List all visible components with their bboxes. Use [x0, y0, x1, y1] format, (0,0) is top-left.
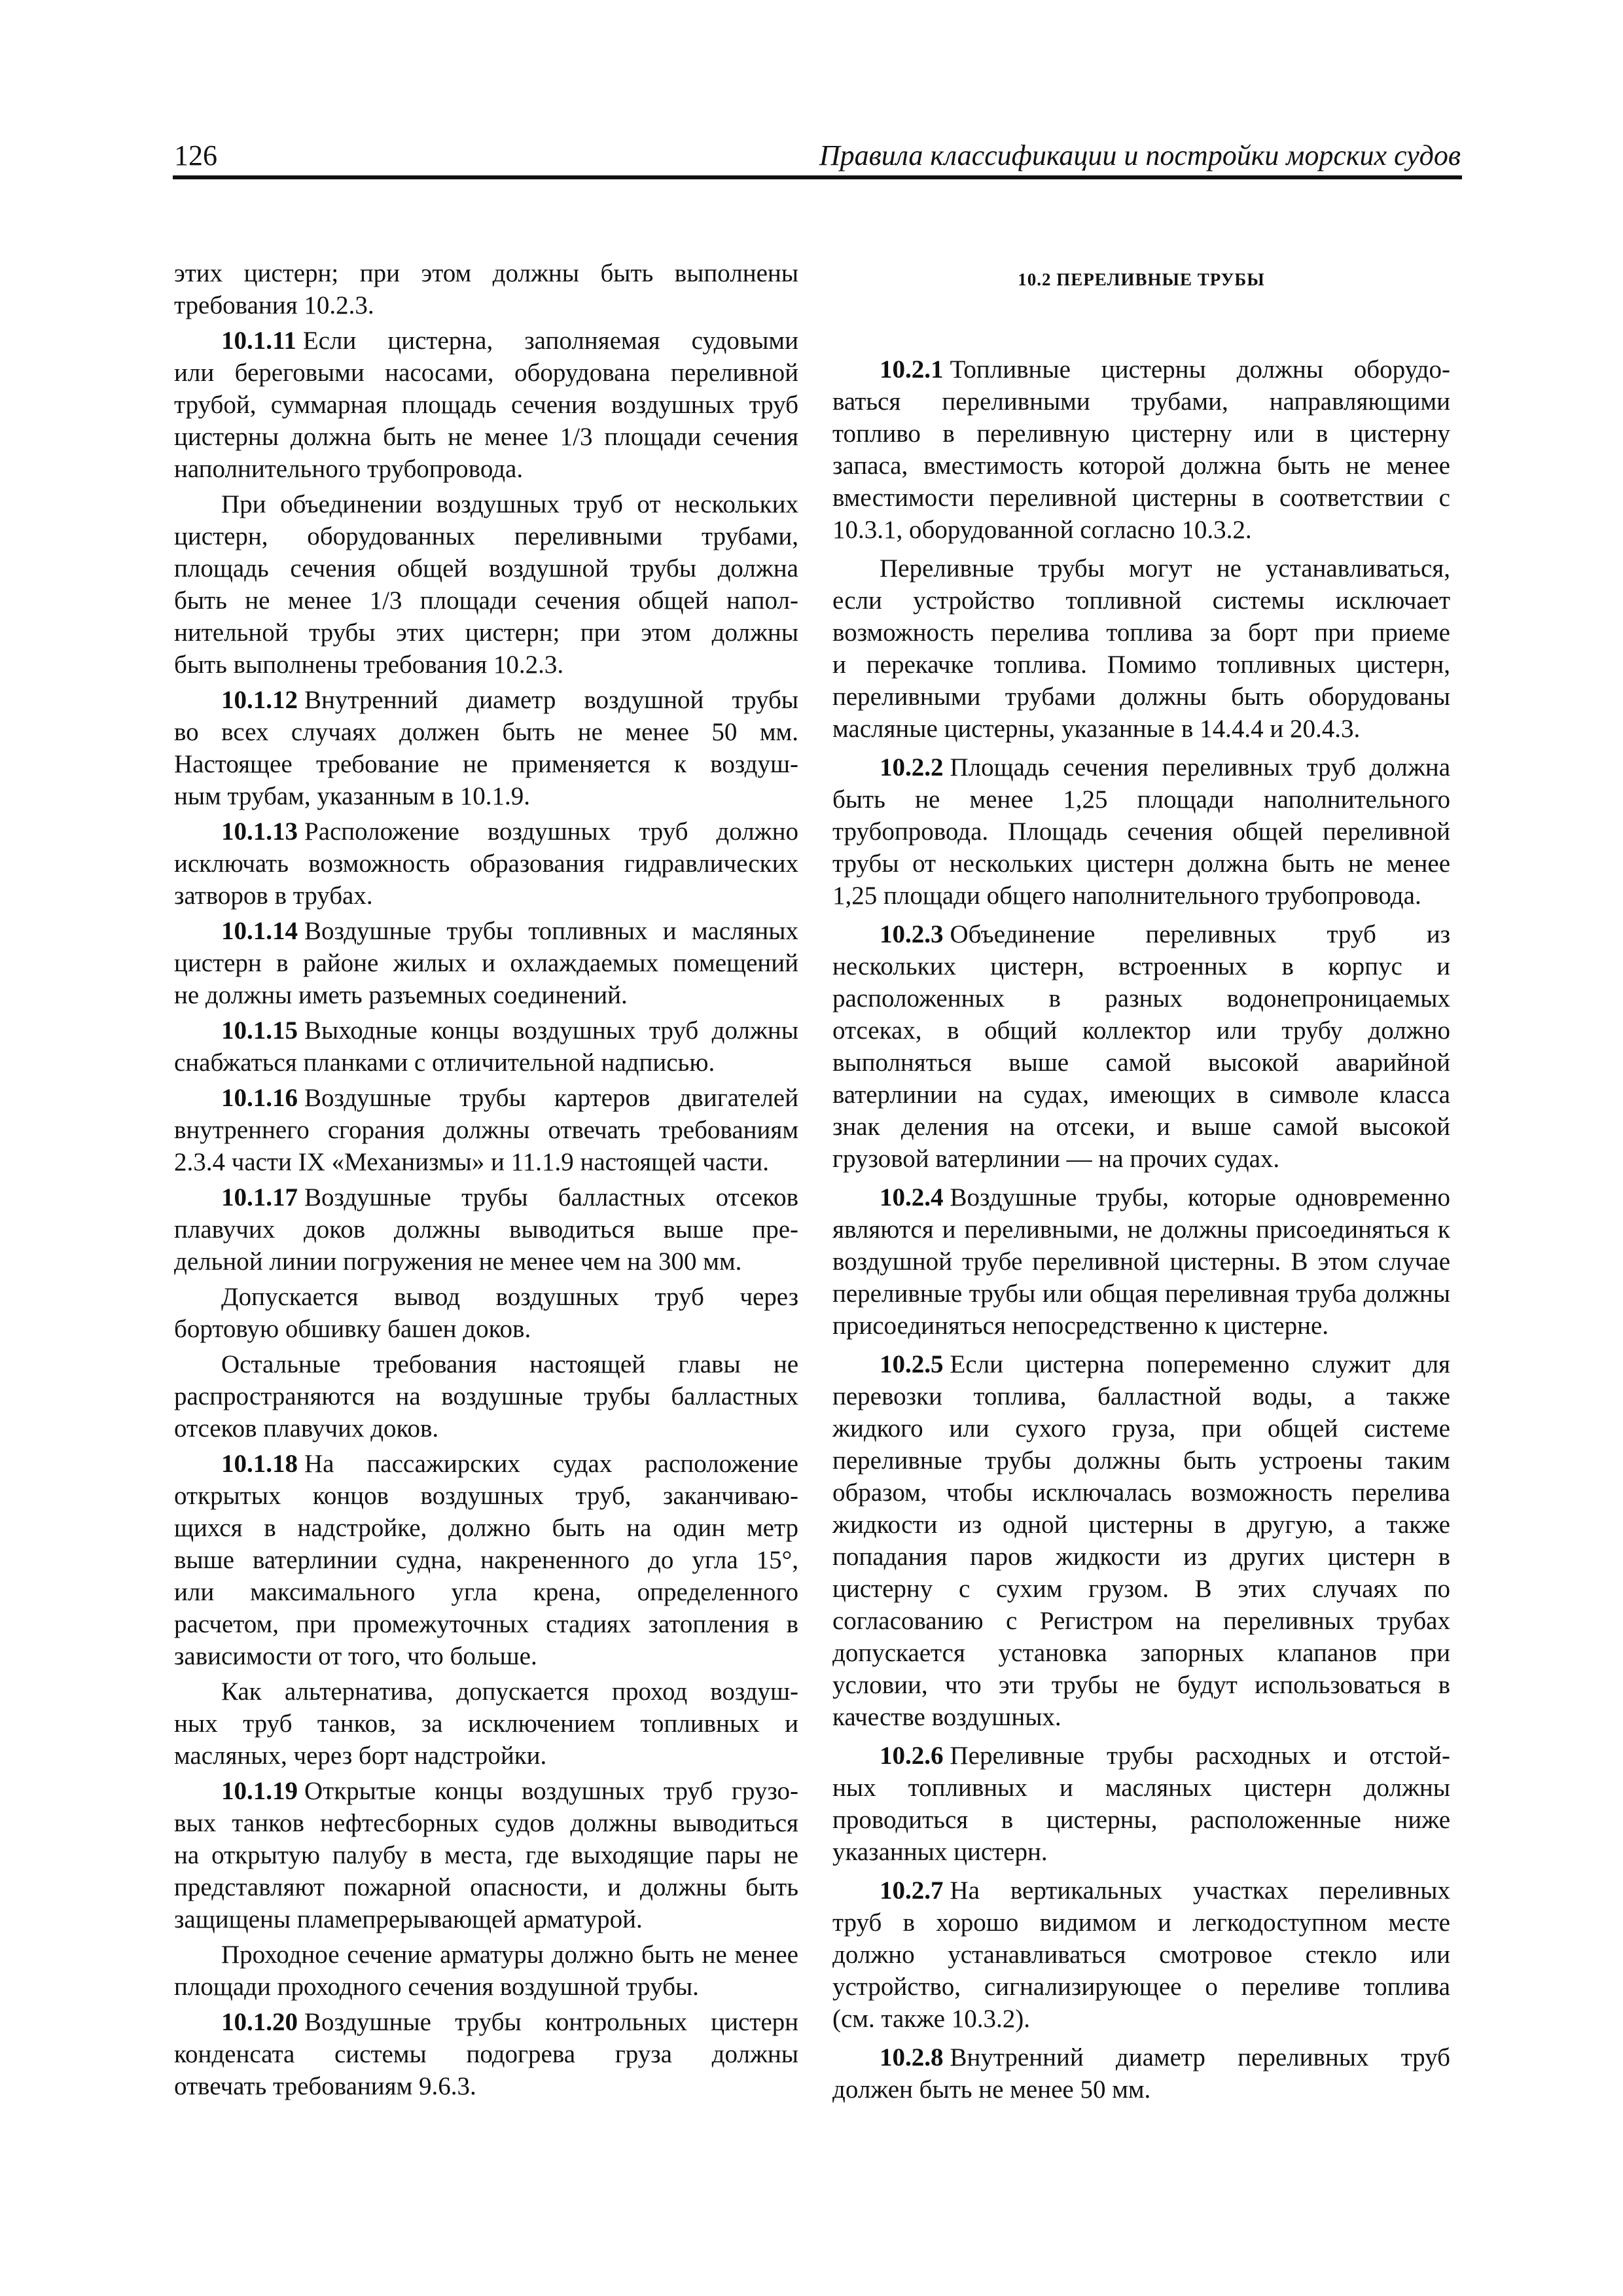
line-text: переливные трубы должны быть устроены таким — [832, 1446, 1450, 1475]
text-line — [832, 1701, 1450, 1733]
clause-number: 10.2.6 — [880, 1742, 944, 1770]
text-line — [174, 289, 798, 321]
text-line — [832, 1444, 1450, 1477]
line-text: масляных, через борт надстройки. — [174, 1742, 547, 1770]
text-line — [832, 816, 1450, 848]
text-line — [174, 716, 798, 748]
text-line — [174, 1246, 798, 1278]
text-line — [174, 520, 798, 552]
line-text: расчетом, при промежуточных стадиях затопления в — [174, 1610, 798, 1638]
text-line — [832, 751, 1450, 783]
line-text: Остальные требования настоящей главы не — [221, 1350, 798, 1378]
clause-number: 10.2.1 — [880, 355, 944, 384]
line-text: Настоящее требование не применяется к воздуш- — [174, 750, 798, 778]
line-text: или береговыми насосами, оборудована переливной — [174, 359, 798, 387]
header-rule — [173, 175, 1462, 179]
text-line — [174, 1380, 798, 1412]
line-text: цистерн в районе жилых и охлаждаемых помещений — [174, 949, 798, 977]
line-text: или максимального угла крена, определенного — [174, 1578, 798, 1606]
text-line — [174, 1640, 798, 1672]
line-text: На вертикальных участках переливных — [950, 1876, 1450, 1905]
clause-paragraph — [832, 918, 1450, 1175]
line-text: требования 10.2.3. — [174, 291, 374, 319]
line-text: (см. также 10.3.2). — [832, 2005, 1030, 2033]
text-line — [174, 617, 798, 649]
line-text: ных труб танков, за исключением топливных и — [174, 1710, 798, 1738]
text-line — [174, 1544, 798, 1576]
clause-number: 10.2.8 — [880, 2043, 944, 2072]
line-text: открытых концов воздушных труб, заканчиваю- — [174, 1482, 798, 1510]
text-line — [174, 1213, 798, 1246]
text-line — [832, 1246, 1450, 1278]
line-text: Топливные цистерны должны оборудо- — [950, 355, 1450, 384]
line-text: попадания паров жидкости из других цистерн в — [832, 1543, 1450, 1571]
clause-number: 10.1.12 — [221, 686, 298, 714]
line-text: Как альтернатива, допускается проход воздуш- — [221, 1677, 798, 1706]
clause-paragraph — [174, 816, 798, 912]
line-text: переливными трубами должны быть оборудованы — [832, 683, 1450, 711]
text-line — [832, 1605, 1450, 1637]
text-line — [174, 453, 798, 485]
clause-paragraph — [174, 1082, 798, 1178]
text-line — [832, 1874, 1450, 1907]
text-line — [174, 1348, 798, 1380]
text-line — [832, 1143, 1450, 1175]
line-text: затворов в трубах. — [174, 882, 373, 910]
text-line — [832, 1014, 1450, 1047]
text-line — [832, 1740, 1450, 1772]
line-text: Воздушные трубы балластных отсеков — [304, 1183, 798, 1211]
paragraph — [174, 488, 798, 681]
text-line — [832, 1278, 1450, 1310]
clause-number: 10.2.2 — [880, 753, 944, 781]
line-text: воздушной трубе переливной цистерны. В этом случае — [832, 1247, 1450, 1276]
line-text: масляные цистерны, указанные в 14.4.4 и 20.4.3. — [832, 715, 1361, 743]
clause-paragraph — [174, 684, 798, 812]
text-line — [174, 780, 798, 812]
text-line — [832, 1047, 1450, 1079]
clause-paragraph — [832, 751, 1450, 912]
text-line — [174, 2006, 798, 2038]
text-line — [174, 1014, 798, 1047]
text-line — [174, 1480, 798, 1512]
line-text: 10.3.1, оборудованной согласно 10.3.2. — [832, 516, 1252, 544]
line-text: 2.3.4 части IX «Механизмы» и 11.1.9 настоящей части. — [174, 1148, 770, 1176]
line-text: ных топливных и масляных цистерн должны — [832, 1774, 1450, 1802]
line-text: знак деления на отсеки, и выше самой высокой — [832, 1113, 1450, 1141]
line-text: проводиться в цистерны, расположенные ниже — [832, 1806, 1450, 1834]
clause-number: 10.1.11 — [221, 327, 296, 355]
text-line — [832, 2003, 1450, 2035]
paragraph — [174, 257, 798, 321]
line-text: отвечать требованиям 9.6.3. — [174, 2072, 476, 2100]
text-line — [832, 418, 1450, 450]
line-text: отсеков плавучих доков. — [174, 1414, 439, 1443]
line-text: не должны иметь разъемных соединений. — [174, 981, 628, 1009]
text-line — [174, 1708, 798, 1740]
text-line — [832, 1213, 1450, 1246]
text-line — [174, 1939, 798, 1971]
section-heading: 10.2 ПЕРЕЛИВНЫЕ ТРУБЫ — [1018, 270, 1265, 289]
text-line — [174, 1448, 798, 1480]
clause-number: 10.2.5 — [880, 1350, 944, 1378]
text-line — [832, 1477, 1450, 1509]
line-text: Воздушные трубы топливных и масляных — [304, 917, 798, 945]
paragraph — [832, 552, 1450, 745]
line-text: грузовой ватерлинии — на прочих судах. — [832, 1145, 1280, 1173]
text-line — [832, 1079, 1450, 1111]
clause-paragraph — [832, 1348, 1450, 1733]
clause-number: 10.1.15 — [221, 1016, 298, 1045]
line-text: трубой, суммарная площадь сечения воздушных труб — [174, 391, 798, 419]
text-line — [832, 681, 1450, 713]
text-line — [832, 950, 1450, 982]
line-text: должен быть не менее 50 мм. — [832, 2075, 1151, 2104]
text-line — [832, 584, 1450, 617]
text-line — [832, 713, 1450, 745]
text-line — [832, 1939, 1450, 1971]
line-text: 1,25 площади общего наполнительного трубопровода. — [832, 882, 1421, 910]
line-text: конденсата системы подогрева груза должны — [174, 2040, 798, 2068]
text-line — [174, 1313, 798, 1345]
line-text: снабжаться планками с отличительной надписью. — [174, 1049, 715, 1077]
line-text: щихся в надстройке, должно быть на один метр — [174, 1514, 798, 1542]
line-text: качестве воздушных. — [832, 1703, 1061, 1731]
line-text: ватерлинии на судах, имеющих в символе класса — [832, 1081, 1450, 1109]
line-text: указанных цистерн. — [832, 1838, 1048, 1866]
line-text: дельной линии погружения не менее чем на 300 мм. — [174, 1247, 742, 1276]
line-text: жидкого или сухого груза, при общей системе — [832, 1414, 1450, 1443]
text-line — [174, 357, 798, 389]
line-text: во всех случаях должен быть не менее 50 мм. — [174, 718, 798, 746]
line-text: этих цистерн; при этом должны быть выполнены — [174, 259, 798, 287]
text-line — [174, 2070, 798, 2102]
line-text: внутреннего сгорания должны отвечать требованиям — [174, 1116, 798, 1144]
text-line — [174, 1412, 798, 1444]
text-line — [832, 482, 1450, 514]
clause-paragraph — [832, 353, 1450, 546]
line-text: площадь сечения общей воздушной трубы должна — [174, 554, 798, 583]
line-text: Воздушные трубы картеров двигателей — [304, 1084, 798, 1112]
clause-paragraph — [174, 2006, 798, 2102]
left-column — [174, 257, 798, 2106]
line-text: допускается установка запорных клапанов при — [832, 1639, 1450, 1667]
line-text: Переливные трубы могут не устанавливаться, — [880, 554, 1450, 583]
line-text: плавучих доков должны выводиться выше пре- — [174, 1215, 798, 1244]
clause-number: 10.1.14 — [221, 917, 298, 945]
line-text: Если цистерна, заполняемая судовыми — [302, 327, 798, 355]
line-text: Расположение воздушных труб должно — [304, 817, 798, 846]
clause-paragraph — [174, 1448, 798, 1672]
text-line — [832, 1637, 1450, 1669]
text-line — [832, 386, 1450, 418]
line-text: Выходные концы воздушных труб должны — [304, 1016, 798, 1045]
text-line — [174, 1676, 798, 1708]
text-line — [174, 684, 798, 716]
clause-paragraph — [174, 1775, 798, 1935]
line-text: площади проходного сечения воздушной трубы. — [174, 1973, 699, 2001]
line-text: согласованию с Регистром на переливных трубах — [832, 1607, 1450, 1635]
clause-number: 10.1.20 — [221, 2008, 298, 2036]
right-column — [832, 353, 1450, 2112]
text-line — [832, 1348, 1450, 1380]
line-text: Если цистерна попеременно служит для — [950, 1350, 1450, 1378]
text-line — [832, 1804, 1450, 1836]
text-line — [174, 552, 798, 584]
text-line — [174, 1114, 798, 1146]
clause-number: 10.1.17 — [221, 1183, 298, 1211]
text-line — [832, 617, 1450, 649]
clause-number: 10.1.18 — [221, 1450, 298, 1478]
clause-number: 10.2.7 — [880, 1876, 944, 1905]
clause-paragraph — [832, 1874, 1450, 2035]
text-line — [174, 584, 798, 617]
text-line — [832, 1111, 1450, 1143]
line-text: защищены пламепрерывающей арматурой. — [174, 1905, 643, 1933]
line-text: исключать возможность образования гидравлических — [174, 850, 798, 878]
text-line — [832, 514, 1450, 546]
text-line — [174, 1839, 798, 1871]
line-text: цистерну с сухим грузом. В этих случаях по — [832, 1575, 1450, 1603]
line-text: распространяются на воздушные трубы балластных — [174, 1382, 798, 1410]
text-line — [832, 1907, 1450, 1939]
text-line — [174, 1903, 798, 1935]
line-text: топливо в переливную цистерну или в цистерну — [832, 420, 1450, 448]
text-line — [174, 748, 798, 780]
line-text: представляют пожарной опасности, и должны быть — [174, 1873, 798, 1901]
line-text: Проходное сечение арматуры должно быть не менее — [221, 1941, 798, 1969]
line-text: вых танков нефтесборных судов должны выводиться — [174, 1809, 798, 1837]
clause-paragraph — [174, 1014, 798, 1079]
text-line — [832, 982, 1450, 1014]
page-number: 126 — [174, 139, 217, 171]
paragraph — [174, 1676, 798, 1772]
line-text: Площадь сечения переливных труб должна — [950, 753, 1450, 781]
text-line — [832, 880, 1450, 912]
text-line — [832, 649, 1450, 681]
text-line — [832, 918, 1450, 950]
line-text: возможность перелива топлива за борт при приеме — [832, 619, 1450, 647]
text-line — [174, 1181, 798, 1213]
line-text: и перекачке топлива. Помимо топливных цистерн, — [832, 651, 1450, 679]
text-line — [174, 1775, 798, 1807]
line-text: образом, чтобы исключалась возможность перелива — [832, 1479, 1450, 1507]
line-text: нительной трубы этих цистерн; при этом должны — [174, 619, 798, 647]
line-text: жидкости из одной цистерны в другую, а также — [832, 1511, 1450, 1539]
text-line — [174, 979, 798, 1011]
line-text: запаса, вместимость которой должна быть не менее — [832, 452, 1450, 480]
clause-number: 10.1.19 — [221, 1777, 298, 1805]
line-text: При объединении воздушных труб от нескольких — [221, 490, 798, 518]
text-line — [174, 915, 798, 947]
line-text: Допускается вывод воздушных труб через — [221, 1283, 798, 1311]
line-text: зависимости от того, что больше. — [174, 1642, 537, 1670]
text-line — [832, 1412, 1450, 1444]
clause-paragraph — [832, 1181, 1450, 1342]
text-line — [174, 325, 798, 357]
line-text: переливные трубы или общая переливная труба должны — [832, 1280, 1450, 1308]
text-line — [832, 353, 1450, 386]
line-text: Воздушные трубы, которые одновременно — [950, 1183, 1450, 1211]
text-line — [832, 450, 1450, 482]
line-text: труб в хорошо видимом и легкодоступном месте — [832, 1909, 1450, 1937]
text-line — [174, 947, 798, 979]
text-line — [832, 1971, 1450, 2003]
clause-paragraph — [174, 325, 798, 485]
text-line — [174, 1971, 798, 2003]
text-line — [832, 2041, 1450, 2073]
clause-paragraph — [832, 1740, 1450, 1868]
text-line — [832, 1509, 1450, 1541]
line-text: Внутренний диаметр воздушной трубы — [304, 686, 798, 714]
line-text: Внутренний диаметр переливных труб — [950, 2043, 1450, 2072]
text-line — [174, 1576, 798, 1608]
text-line — [832, 552, 1450, 584]
line-text: быть выполнены требования 10.2.3. — [174, 651, 564, 679]
paragraph — [174, 1348, 798, 1444]
text-line — [174, 1871, 798, 1903]
line-text: ваться переливными трубами, направляющими — [832, 387, 1450, 416]
text-line — [832, 1836, 1450, 1868]
line-text: выполняться выше самой высокой аварийной — [832, 1049, 1450, 1077]
line-text: перевозки топлива, балластной воды, а также — [832, 1382, 1450, 1410]
clause-number: 10.1.16 — [221, 1084, 298, 1112]
text-line — [174, 2038, 798, 2070]
text-line — [832, 1772, 1450, 1804]
text-line — [174, 1608, 798, 1640]
paragraph — [174, 1281, 798, 1345]
text-line — [174, 1512, 798, 1544]
line-text: Объединение переливных труб из — [950, 920, 1450, 948]
line-text: нескольких цистерн, встроенных в корпус и — [832, 952, 1450, 980]
text-line — [174, 816, 798, 848]
line-text: отсеках, в общий коллектор или трубу должно — [832, 1016, 1450, 1045]
line-text: На пассажирских судах расположение — [304, 1450, 798, 1478]
text-line — [832, 2073, 1450, 2106]
text-line — [832, 1181, 1450, 1213]
line-text: быть не менее 1,25 площади наполнительного — [832, 785, 1450, 814]
line-text: вместимости переливной цистерны в соответствии с — [832, 484, 1450, 512]
line-text: Открытые концы воздушных труб грузо- — [304, 1777, 798, 1805]
line-text: расположенных в разных водонепроницаемых — [832, 984, 1450, 1013]
line-text: наполнительного трубопровода. — [174, 455, 524, 483]
text-line — [174, 1146, 798, 1178]
line-text: Воздушные трубы контрольных цистерн — [304, 2008, 798, 2036]
text-line — [174, 1281, 798, 1313]
text-line — [174, 389, 798, 421]
clause-number: 10.2.4 — [880, 1183, 944, 1211]
clause-number: 10.2.3 — [880, 920, 944, 948]
line-text: ным трубам, указанным в 10.1.9. — [174, 782, 531, 810]
line-text: бортовую обшивку башен доков. — [174, 1315, 531, 1343]
clause-paragraph — [174, 1181, 798, 1278]
paragraph — [174, 1939, 798, 2003]
text-line — [832, 1541, 1450, 1573]
clause-paragraph — [832, 2041, 1450, 2106]
clause-paragraph — [174, 915, 798, 1011]
line-text: присоединяться непосредственно к цистерне. — [832, 1312, 1329, 1340]
text-line — [832, 1669, 1450, 1701]
line-text: трубы от нескольких цистерн должна быть не менее — [832, 850, 1450, 878]
text-line — [174, 649, 798, 681]
text-line — [174, 257, 798, 289]
line-text: быть не менее 1/3 площади сечения общей напол- — [174, 586, 798, 615]
text-line — [832, 1310, 1450, 1342]
line-text: если устройство топливной системы исключает — [832, 586, 1450, 615]
text-line — [174, 1047, 798, 1079]
line-text: условии, что эти трубы не будут использоваться в — [832, 1671, 1450, 1699]
line-text: выше ватерлинии судна, накрененного до угла 15°, — [174, 1546, 798, 1574]
line-text: должно устанавливаться смотровое стекло или — [832, 1941, 1450, 1969]
running-header-title: Правила классификации и постройки морских судов — [819, 139, 1461, 171]
text-line — [832, 1380, 1450, 1412]
line-text: являются и переливными, не должны присоединяться к — [832, 1215, 1450, 1244]
line-text: цистерны должна быть не менее 1/3 площади сечения — [174, 423, 798, 451]
text-line — [832, 783, 1450, 816]
text-line — [174, 421, 798, 453]
text-line — [174, 488, 798, 520]
line-text: трубопровода. Площадь сечения общей переливной — [832, 817, 1450, 846]
line-text: на открытую палубу в места, где выходящие пары не — [174, 1841, 798, 1869]
text-line — [174, 1082, 798, 1114]
text-line — [174, 1807, 798, 1839]
clause-number: 10.1.13 — [221, 817, 298, 846]
text-line — [174, 848, 798, 880]
text-line — [174, 1740, 798, 1772]
line-text: устройство, сигнализирующее о переливе топлива — [832, 1973, 1450, 2001]
line-text: цистерн, оборудованных переливными трубами, — [174, 522, 798, 550]
line-text: Переливные трубы расходных и отстой- — [950, 1742, 1450, 1770]
text-line — [832, 848, 1450, 880]
text-line — [832, 1573, 1450, 1605]
text-line — [174, 880, 798, 912]
